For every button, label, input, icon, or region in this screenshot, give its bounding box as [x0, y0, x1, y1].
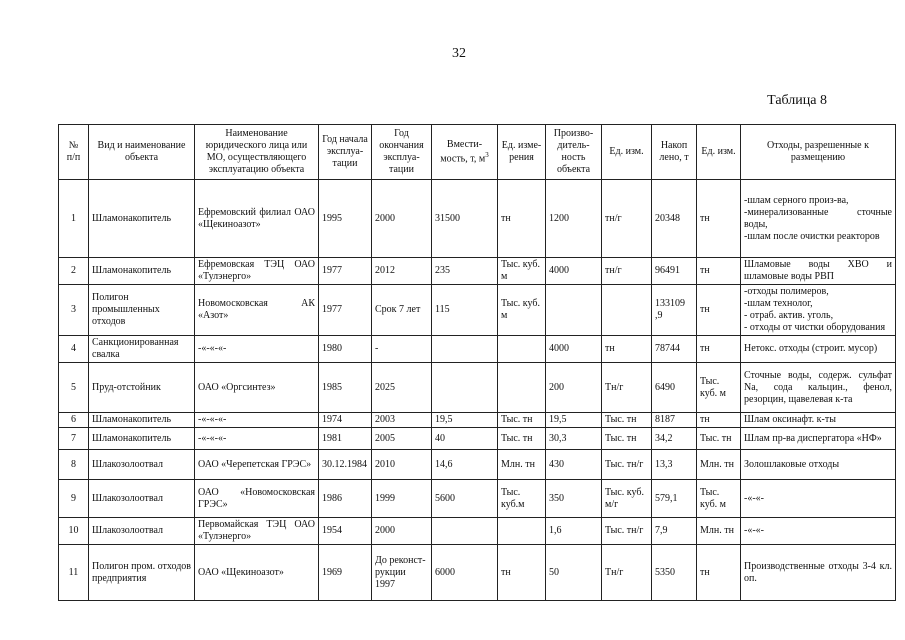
table-row: [59, 480, 896, 518]
cell-operator: ОАО «Черепетская ГРЭС»: [195, 450, 319, 480]
cell-productivity: 1,6: [546, 518, 602, 545]
cell-num: 3: [59, 285, 89, 336]
table-row: [59, 450, 896, 480]
header-unit2: Ед. изм.: [602, 125, 652, 180]
cell-year-end: Срок 7 лет: [372, 285, 432, 336]
cell-productivity: 200: [546, 363, 602, 413]
cell-year-end: 2000: [372, 518, 432, 545]
table-row: [59, 363, 896, 413]
cell-operator: ОАО «Новомосковская ГРЭС»: [195, 480, 319, 518]
cell-type: Шламонакопитель: [89, 258, 195, 285]
cell-year-start: 1977: [319, 285, 372, 336]
header-waste: Отходы, разрешенные к размещению: [741, 125, 896, 180]
cell-unit3: тн: [697, 336, 741, 363]
table-row: [59, 336, 896, 363]
cell-accumulated: 579,1: [652, 480, 697, 518]
cell-unit3: тн: [697, 180, 741, 258]
cell-operator: ОАО «Щекиноазот»: [195, 545, 319, 601]
cell-capacity: [432, 336, 498, 363]
cell-unit2: Тн/г: [602, 545, 652, 601]
cell-capacity: 14,6: [432, 450, 498, 480]
cell-unit1: [498, 336, 546, 363]
cell-waste: Нетокс. отходы (строит. мусор): [741, 336, 896, 363]
cell-productivity: 30,3: [546, 428, 602, 450]
cell-year-end: 2000: [372, 180, 432, 258]
cell-unit1: [498, 518, 546, 545]
cell-unit3: тн: [697, 285, 741, 336]
cell-type: Шламонакопитель: [89, 413, 195, 428]
cell-year-end: -: [372, 336, 432, 363]
cell-capacity: 19,5: [432, 413, 498, 428]
cell-waste: Шлам пр-ва диспергатора «НФ»: [741, 428, 896, 450]
cell-year-start: 1980: [319, 336, 372, 363]
table-header-row: [59, 125, 896, 180]
cell-year-end: 2005: [372, 428, 432, 450]
header-capacity-text: Вмести-мость, т, м: [440, 138, 486, 165]
cell-operator: Ефремовская ТЭЦ ОАО «Тулэнерго»: [195, 258, 319, 285]
cell-unit1: Тыс. куб. м: [498, 258, 546, 285]
header-capacity-sup: 3: [485, 150, 489, 159]
cell-num: 9: [59, 480, 89, 518]
cell-unit2: Тыс. тн/г: [602, 450, 652, 480]
cell-num: 5: [59, 363, 89, 413]
cell-year-start: 1974: [319, 413, 372, 428]
cell-waste: Шлам оксинафт. к-ты: [741, 413, 896, 428]
table-row: [59, 285, 896, 336]
cell-productivity: 430: [546, 450, 602, 480]
cell-year-start: 1995: [319, 180, 372, 258]
header-num: № п/п: [59, 125, 89, 180]
cell-unit3: тн: [697, 258, 741, 285]
cell-type: Санкционированная свалка: [89, 336, 195, 363]
cell-year-start: 30.12.1984: [319, 450, 372, 480]
cell-productivity: [546, 285, 602, 336]
cell-unit2: [602, 285, 652, 336]
cell-type: Полигон пром. отходов предприятия: [89, 545, 195, 601]
cell-unit1: [498, 363, 546, 413]
cell-year-end: 2025: [372, 363, 432, 413]
cell-operator: -«-«-«-: [195, 413, 319, 428]
cell-year-start: 1985: [319, 363, 372, 413]
table-row: [59, 545, 896, 601]
cell-year-end: 2010: [372, 450, 432, 480]
cell-unit3: Тыс. тн: [697, 428, 741, 450]
header-accumulated: Накоп лено, т: [652, 125, 697, 180]
cell-year-start: 1981: [319, 428, 372, 450]
cell-waste: -отходы полимеров, -шлам технолог, - отраб. актив. уголь, - отходы от чистки оборудования: [741, 285, 896, 336]
cell-unit2: тн/г: [602, 180, 652, 258]
cell-num: 8: [59, 450, 89, 480]
cell-productivity: 1200: [546, 180, 602, 258]
header-operator: Наименование юридического лица или МО, осуществляющего эксплуатацию объекта: [195, 125, 319, 180]
table-row: [59, 413, 896, 428]
header-year-end: Год окончания эксплуа-тации: [372, 125, 432, 180]
cell-operator: -«-«-«-: [195, 336, 319, 363]
waste-facilities-table: [58, 124, 896, 601]
cell-unit3: тн: [697, 545, 741, 601]
cell-waste: Шламовые воды ХВО и шламовые воды РВП: [741, 258, 896, 285]
cell-capacity: 115: [432, 285, 498, 336]
cell-type: Шламонакопитель: [89, 428, 195, 450]
cell-productivity: 4000: [546, 258, 602, 285]
table-row: [59, 258, 896, 285]
cell-waste: Сточные воды, содерж. сульфат Na, сода кальцин., фенол, резорцин, щавелевая к-та: [741, 363, 896, 413]
cell-unit3: Тыс. куб. м: [697, 480, 741, 518]
cell-waste: -шлам серного произ-ва, -минерализованные сточные воды, -шлам после очистки реакторов: [741, 180, 896, 258]
cell-unit1: Тыс. куб.м: [498, 480, 546, 518]
cell-waste: -«-«-: [741, 518, 896, 545]
cell-operator: Ефремовский филиал ОАО «Щекиноазот»: [195, 180, 319, 258]
header-year-start: Год начала эксплуа-тации: [319, 125, 372, 180]
page-number: 32: [452, 46, 466, 61]
cell-operator: ОАО «Оргсинтез»: [195, 363, 319, 413]
cell-accumulated: 133109 ,9: [652, 285, 697, 336]
cell-waste: Золошлаковые отходы: [741, 450, 896, 480]
cell-year-end: 2012: [372, 258, 432, 285]
cell-unit3: тн: [697, 413, 741, 428]
cell-accumulated: 7,9: [652, 518, 697, 545]
cell-productivity: 50: [546, 545, 602, 601]
cell-year-start: 1969: [319, 545, 372, 601]
header-capacity: [432, 125, 498, 180]
cell-accumulated: 78744: [652, 336, 697, 363]
header-unit1: Ед. изме-рения: [498, 125, 546, 180]
cell-num: 7: [59, 428, 89, 450]
cell-accumulated: 34,2: [652, 428, 697, 450]
cell-capacity: 6000: [432, 545, 498, 601]
cell-capacity: 235: [432, 258, 498, 285]
cell-num: 11: [59, 545, 89, 601]
cell-type: Шлакозолоотвал: [89, 480, 195, 518]
header-unit3: Ед. изм.: [697, 125, 741, 180]
cell-num: 2: [59, 258, 89, 285]
table-body: [59, 180, 896, 601]
cell-num: 10: [59, 518, 89, 545]
cell-accumulated: 8187: [652, 413, 697, 428]
cell-capacity: 31500: [432, 180, 498, 258]
table-row: [59, 428, 896, 450]
cell-unit2: Тн/г: [602, 363, 652, 413]
cell-productivity: 4000: [546, 336, 602, 363]
cell-unit1: Тыс. тн: [498, 428, 546, 450]
cell-capacity: 5600: [432, 480, 498, 518]
cell-unit2: Тыс. тн: [602, 428, 652, 450]
cell-unit2: Тыс. куб. м/г: [602, 480, 652, 518]
cell-type: Шламонакопитель: [89, 180, 195, 258]
cell-accumulated: 13,3: [652, 450, 697, 480]
header-productivity: Произво-дитель-ность объекта: [546, 125, 602, 180]
cell-unit3: Млн. тн: [697, 518, 741, 545]
cell-unit2: тн: [602, 336, 652, 363]
cell-operator: Первомайская ТЭЦ ОАО «Тулэнерго»: [195, 518, 319, 545]
cell-capacity: [432, 363, 498, 413]
cell-capacity: 40: [432, 428, 498, 450]
cell-accumulated: 20348: [652, 180, 697, 258]
cell-waste: Производственные отходы 3-4 кл. оп.: [741, 545, 896, 601]
cell-unit2: Тыс. тн: [602, 413, 652, 428]
cell-year-end: До реконст-рукции 1997: [372, 545, 432, 601]
cell-num: 6: [59, 413, 89, 428]
cell-unit3: Тыс. куб. м: [697, 363, 741, 413]
cell-year-start: 1986: [319, 480, 372, 518]
table-row: [59, 180, 896, 258]
cell-accumulated: 96491: [652, 258, 697, 285]
table-row: [59, 518, 896, 545]
cell-unit2: Тыс. тн/г: [602, 518, 652, 545]
cell-accumulated: 5350: [652, 545, 697, 601]
cell-accumulated: 6490: [652, 363, 697, 413]
cell-unit3: Млн. тн: [697, 450, 741, 480]
header-type: Вид и наименование объекта: [89, 125, 195, 180]
cell-unit1: Тыс. тн: [498, 413, 546, 428]
cell-year-start: 1954: [319, 518, 372, 545]
cell-unit1: тн: [498, 180, 546, 258]
cell-waste: -«-«-: [741, 480, 896, 518]
cell-unit1: Млн. тн: [498, 450, 546, 480]
cell-year-end: 2003: [372, 413, 432, 428]
cell-type: Пруд-отстойник: [89, 363, 195, 413]
cell-capacity: [432, 518, 498, 545]
cell-operator: -«-«-«-: [195, 428, 319, 450]
cell-unit2: тн/г: [602, 258, 652, 285]
table-caption: Таблица 8: [767, 93, 827, 108]
cell-unit1: Тыс. куб. м: [498, 285, 546, 336]
cell-operator: Новомосковская АК «Азот»: [195, 285, 319, 336]
cell-unit1: тн: [498, 545, 546, 601]
cell-productivity: 350: [546, 480, 602, 518]
cell-type: Полигон промышленных отходов: [89, 285, 195, 336]
cell-type: Шлакозолоотвал: [89, 518, 195, 545]
cell-num: 4: [59, 336, 89, 363]
cell-type: Шлакозолоотвал: [89, 450, 195, 480]
cell-productivity: 19,5: [546, 413, 602, 428]
cell-year-end: 1999: [372, 480, 432, 518]
cell-year-start: 1977: [319, 258, 372, 285]
cell-num: 1: [59, 180, 89, 258]
